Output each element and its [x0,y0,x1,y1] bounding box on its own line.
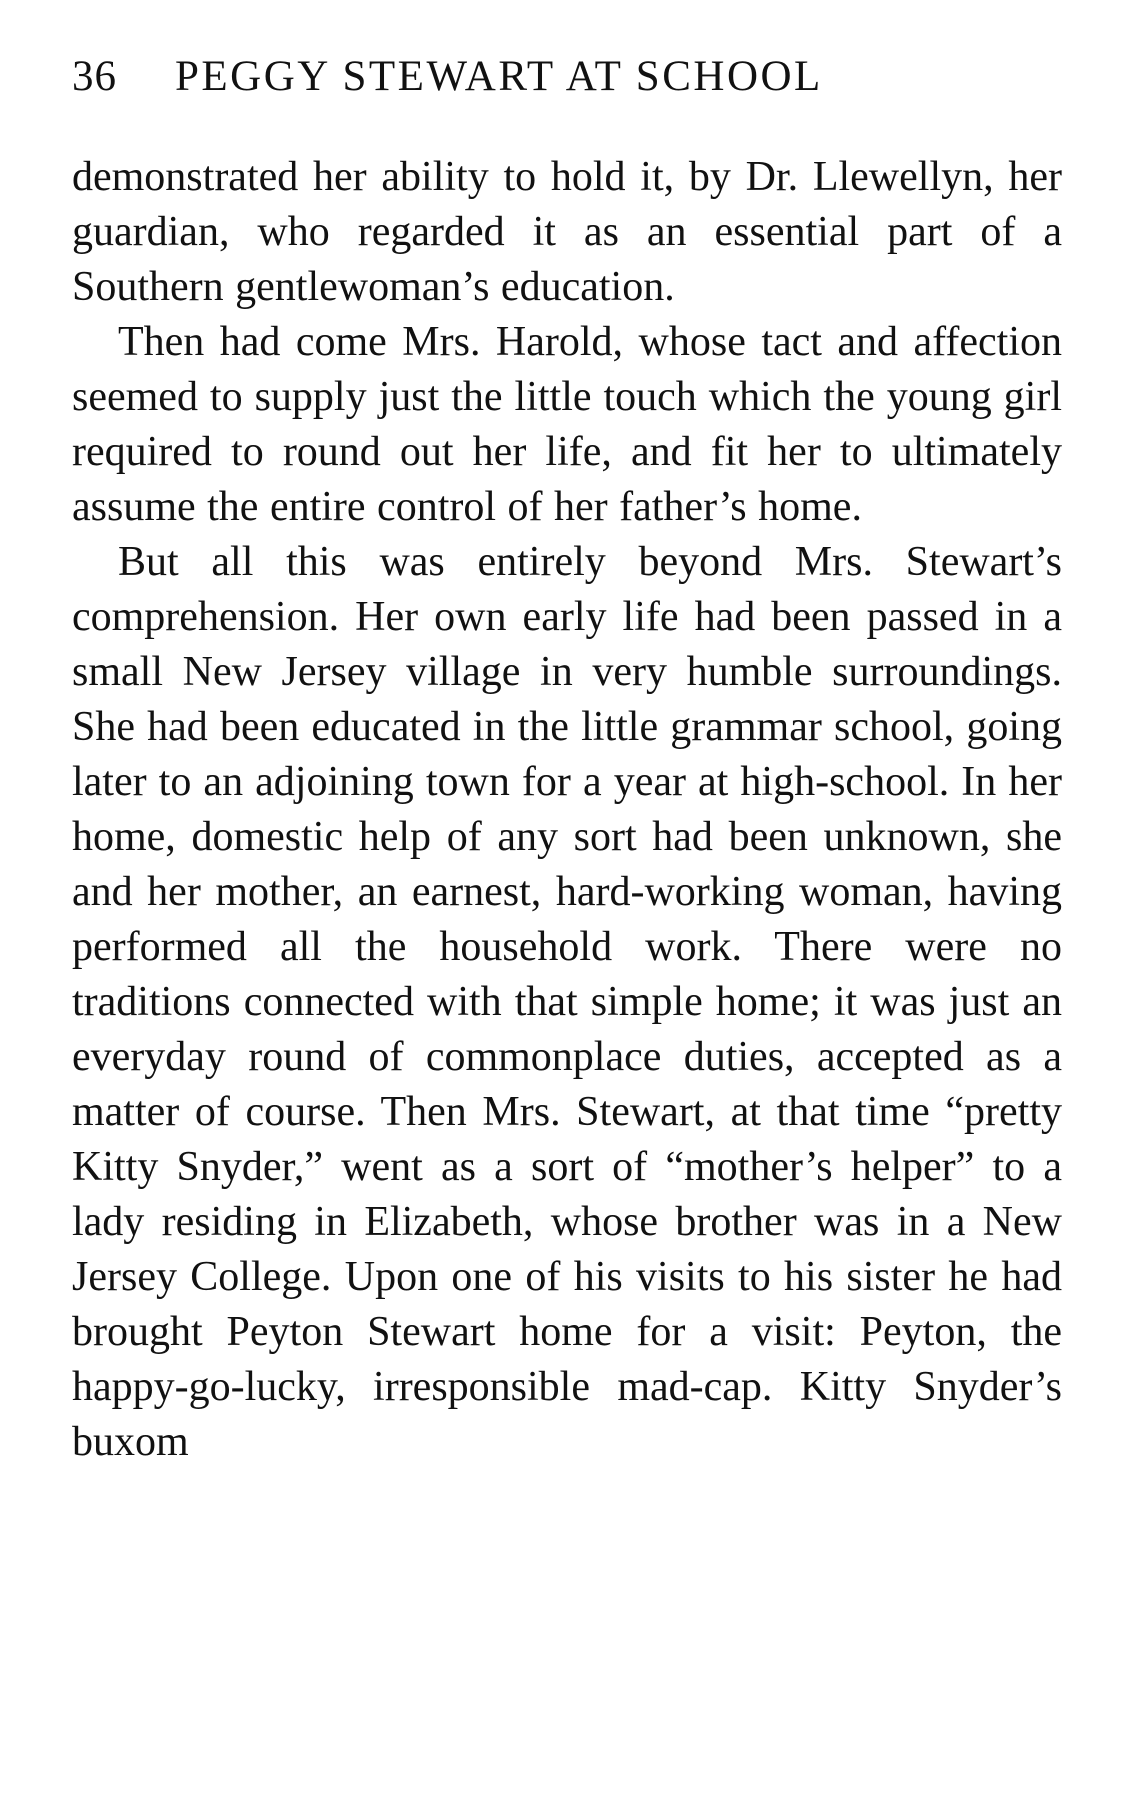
paragraph-mrs-stewart: But all this was entirely beyond Mrs. Stewart’s comprehension. Her own early life had been passed in a small New Jersey village in very humble surroundings. She had been educated in the little grammar school, going later to an adjoining town for a year at high-school. In her home, domestic help of any sort had been unknown, she and her mother, an earnest, hard-working woman, having performed all the household work. There were no traditions connected with that simple home; it was just an everyday round of commonplace duties, accepted as a matter of course. Then Mrs. Stewart, at that time “pretty Kitty Snyder,” went as a sort of “mother’s helper” to a lady residing in Elizabeth, whose brother was in a New Jersey College. Upon one of his visits to his sister he had brought Peyton Stewart home for a visit: Peyton, the happy-go-lucky, irresponsible mad-cap. Kitty Snyder’s buxom [72,539,1062,1465]
running-head [72,52,1062,112]
paragraph-mrs-harold: Then had come Mrs. Harold, whose tact and affection seemed to supply just the little touch which the young girl required to round out her life, and fit her to ultimately assume the entire control of her father’s home. [72,319,1062,530]
paragraph-continuation: demonstrated her ability to hold it, by Dr. Llewellyn, her guardian, who regarded it as an essential part of a Southern gentlewoman’s education. [72,154,1062,310]
body-text [72,150,1062,1470]
running-title: PEGGY STEWART AT SCHOOL [175,53,823,100]
book-page [72,52,1062,1470]
page-number: 36 [72,53,117,100]
